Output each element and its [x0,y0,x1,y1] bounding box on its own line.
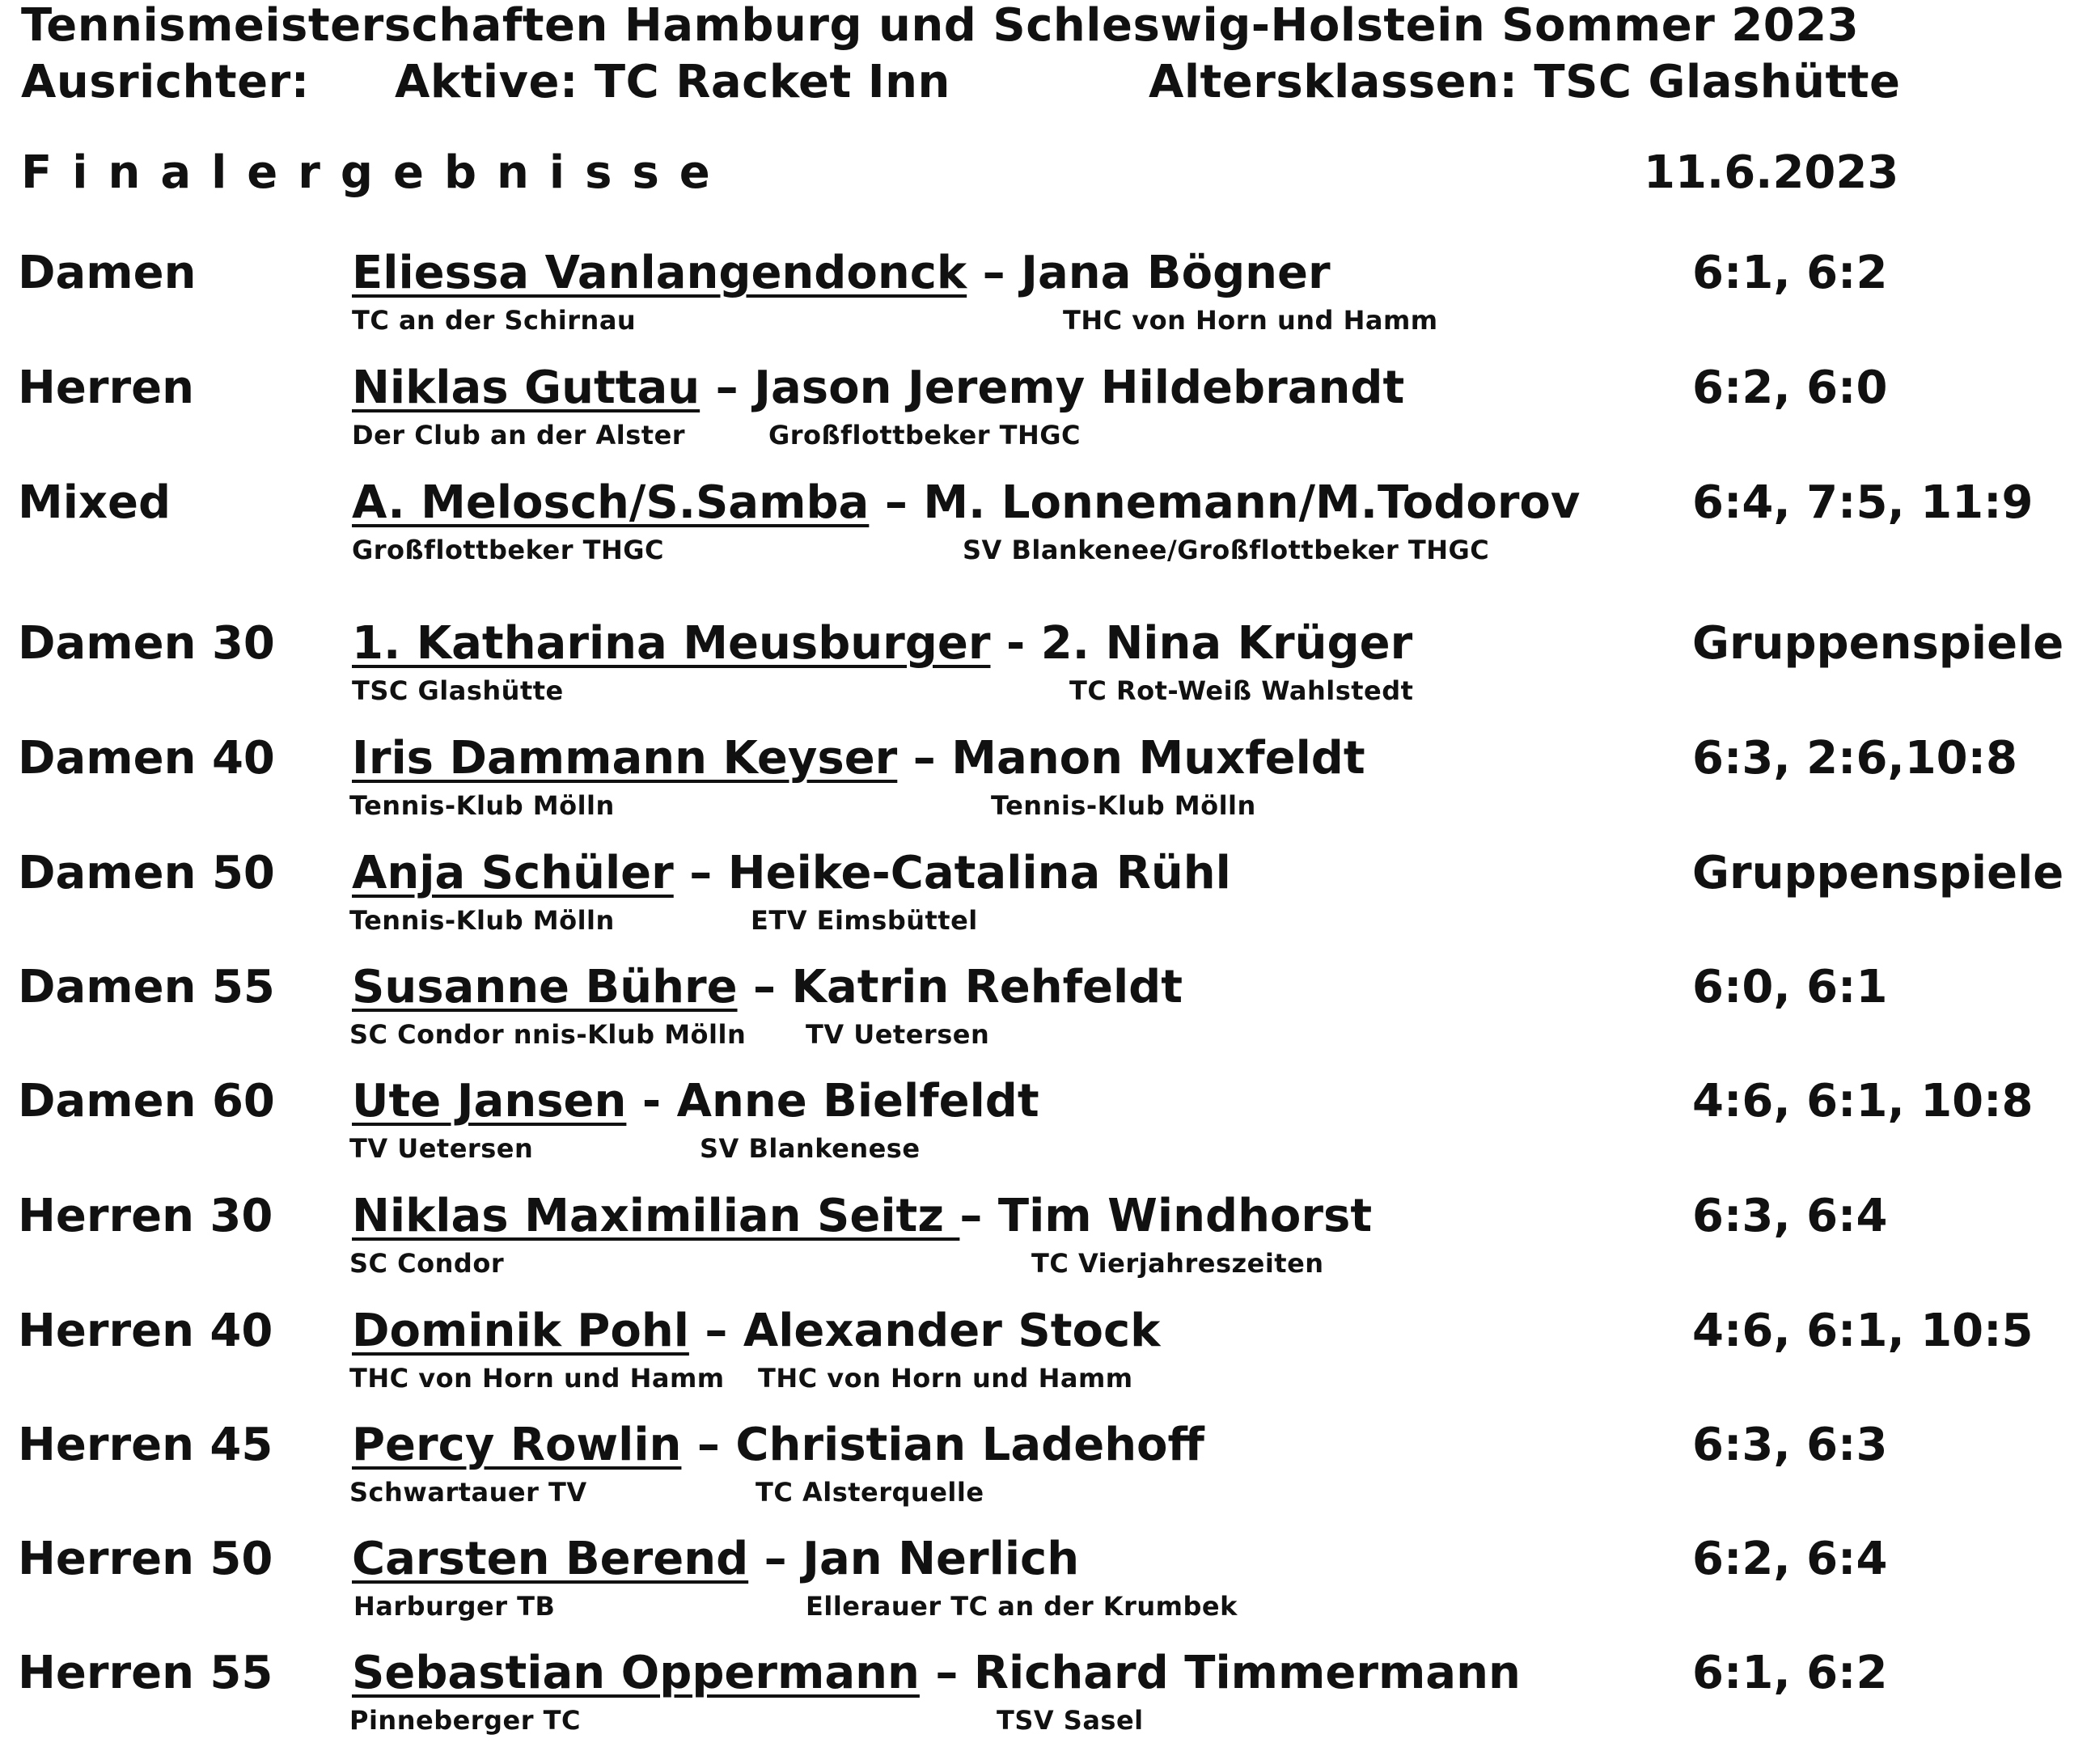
match-separator: – [869,476,924,529]
opponent-name: Heike-Catalina Rühl [727,847,1231,899]
match-separator: – [967,247,1022,299]
category-label: Herren [18,362,194,414]
category-label: Damen 40 [18,732,275,785]
result-row [0,1075,2091,1192]
opponent-name: Christian Ladehoff [735,1419,1204,1471]
winner-club: Tennis-Klub Mölln [349,790,615,821]
opponent-club: THC von Horn und Hamm [1063,305,1438,336]
result-row [0,1647,2091,1764]
category-label: Herren 40 [18,1305,273,1357]
winner-name: Carsten Berend [352,1533,749,1585]
match-line [352,1647,1521,1699]
winner-name: Percy Rowlin [352,1419,682,1471]
match-score: 6:2, 6:4 [1692,1533,1888,1585]
match-line [352,617,1413,670]
category-label: Herren 45 [18,1419,273,1471]
winner-club: TSC Glashütte [352,675,564,706]
winner-name: Dominik Pohl [352,1305,689,1357]
winner-name: Iris Dammann Keyser [352,732,898,785]
match-score: 4:6, 6:1, 10:5 [1692,1305,2034,1357]
match-score: 6:1, 6:2 [1692,1647,1888,1699]
match-separator: - [990,617,1041,670]
match-line [352,1305,1161,1357]
opponent-name: Manon Muxfeldt [951,732,1365,785]
category-label: Damen 30 [18,617,275,670]
opponent-name: Katrin Rehfeldt [791,961,1183,1013]
match-score: Gruppenspiele [1692,847,2064,899]
winner-club: Pinneberger TC [349,1705,581,1736]
match-line [352,362,1405,414]
result-row [0,961,2091,1078]
match-separator: – [897,732,952,785]
match-line [352,732,1365,785]
result-row [0,476,2091,594]
page-title: Tennismeisterschaften Hamburg und Schleswig-Holstein Sommer 2023 [21,0,1860,52]
opponent-club: Großflottbeker THGC [768,420,1081,451]
opponent-club: TC Alsterquelle [756,1477,984,1508]
match-score: Gruppenspiele [1692,617,2064,670]
winner-name: Sebastian Oppermann [352,1647,920,1699]
match-score: 6:4, 7:5, 11:9 [1692,476,2034,529]
organizer-active: Aktive: TC Racket Inn [395,56,950,108]
opponent-name: 2. Nina Krüger [1040,617,1413,670]
match-separator: – [681,1419,736,1471]
opponent-club: ETV Eimsbüttel [751,905,978,936]
winner-name: Anja Schüler [352,847,674,899]
match-line [352,1190,1373,1242]
match-line [352,247,1331,299]
winner-name: Susanne Bühre [352,961,738,1013]
category-label: Damen [18,247,197,299]
opponent-club: Ellerauer TC an der Krumbek [806,1591,1238,1622]
opponent-club: TC Vierjahreszeiten [1031,1248,1324,1279]
match-separator: – [700,362,755,414]
opponent-club: TV Uetersen [806,1019,990,1050]
opponent-name: Tim Windhorst [997,1190,1373,1242]
winner-name: Niklas Maximilian Seitz [352,1190,960,1242]
result-row [0,732,2091,849]
winner-name: 1. Katharina Meusburger [352,617,991,670]
match-separator: – [959,1190,998,1242]
match-line [352,847,1231,899]
category-label: Damen 50 [18,847,275,899]
result-row [0,617,2091,734]
winner-name: Ute Jansen [352,1075,627,1127]
winner-club: SC Condor [349,1248,505,1279]
result-row [0,1419,2091,1536]
opponent-name: Alexander Stock [743,1305,1161,1357]
match-line [352,1533,1080,1585]
match-separator: – [688,1305,743,1357]
match-separator: - [626,1075,677,1127]
match-score: 6:2, 6:0 [1692,362,1888,414]
winner-name: Niklas Guttau [352,362,701,414]
winner-club: Großflottbeker THGC [352,535,665,565]
opponent-club: THC von Horn und Hamm [758,1363,1133,1394]
opponent-club: SV Blankenese [700,1133,921,1164]
winner-club: TV Uetersen [349,1133,534,1164]
category-label: Herren 30 [18,1190,273,1242]
category-label: Damen 55 [18,961,275,1013]
match-line [352,961,1183,1013]
match-score: 6:3, 6:3 [1692,1419,1888,1471]
category-label: Herren 55 [18,1647,273,1699]
winner-club: Der Club an der Alster [352,420,686,451]
result-row [0,362,2091,479]
winner-club: Harburger TB [353,1591,556,1622]
match-separator: – [673,847,728,899]
category-label: Mixed [18,476,171,529]
result-row [0,847,2091,964]
match-score: 6:1, 6:2 [1692,247,1888,299]
match-line [352,476,1581,529]
opponent-name: Jana Bögner [1021,247,1331,299]
opponent-name: Richard Timmermann [973,1647,1521,1699]
match-separator: – [748,1533,803,1585]
winner-club: THC von Horn und Hamm [349,1363,725,1394]
opponent-name: Jason Jeremy Hildebrandt [754,362,1405,414]
match-score: 4:6, 6:1, 10:8 [1692,1075,2034,1127]
opponent-club: Tennis-Klub Mölln [991,790,1256,821]
category-label: Damen 60 [18,1075,275,1127]
result-row [0,1533,2091,1650]
results-heading: Finalergebnisse [21,146,730,199]
match-score: 6:0, 6:1 [1692,961,1888,1013]
opponent-club: TSV Sasel [997,1705,1144,1736]
result-row [0,247,2091,364]
winner-name: Eliessa Vanlangendonck [352,247,967,299]
result-row [0,1190,2091,1307]
opponent-name: Anne Bielfeldt [676,1075,1039,1127]
winner-club: Schwartauer TV [349,1477,587,1508]
winner-club: TC an der Schirnau [352,305,637,336]
results-date: 11.6.2023 [1644,146,1899,199]
opponent-name: Jan Nerlich [802,1533,1080,1585]
opponent-name: M. Lonnemann/M.Todorov [923,476,1581,529]
winner-club: SC Condor nnis-Klub Mölln [349,1019,747,1050]
category-label: Herren 50 [18,1533,273,1585]
match-score: 6:3, 6:4 [1692,1190,1888,1242]
match-line [352,1075,1039,1127]
match-separator: – [737,961,792,1013]
result-row [0,1305,2091,1422]
organizer-age-groups: Altersklassen: TSC Glashütte [1149,56,1901,108]
match-line [352,1419,1204,1471]
opponent-club: TC Rot-Weiß Wahlstedt [1069,675,1414,706]
match-separator: – [919,1647,974,1699]
opponent-club: SV Blankenee/Großflottbeker THGC [963,535,1490,565]
winner-name: A. Melosch/S.Samba [352,476,870,529]
organizer-label: Ausrichter: [21,56,310,108]
match-score: 6:3, 2:6,10:8 [1692,732,2017,785]
winner-club: Tennis-Klub Mölln [349,905,615,936]
